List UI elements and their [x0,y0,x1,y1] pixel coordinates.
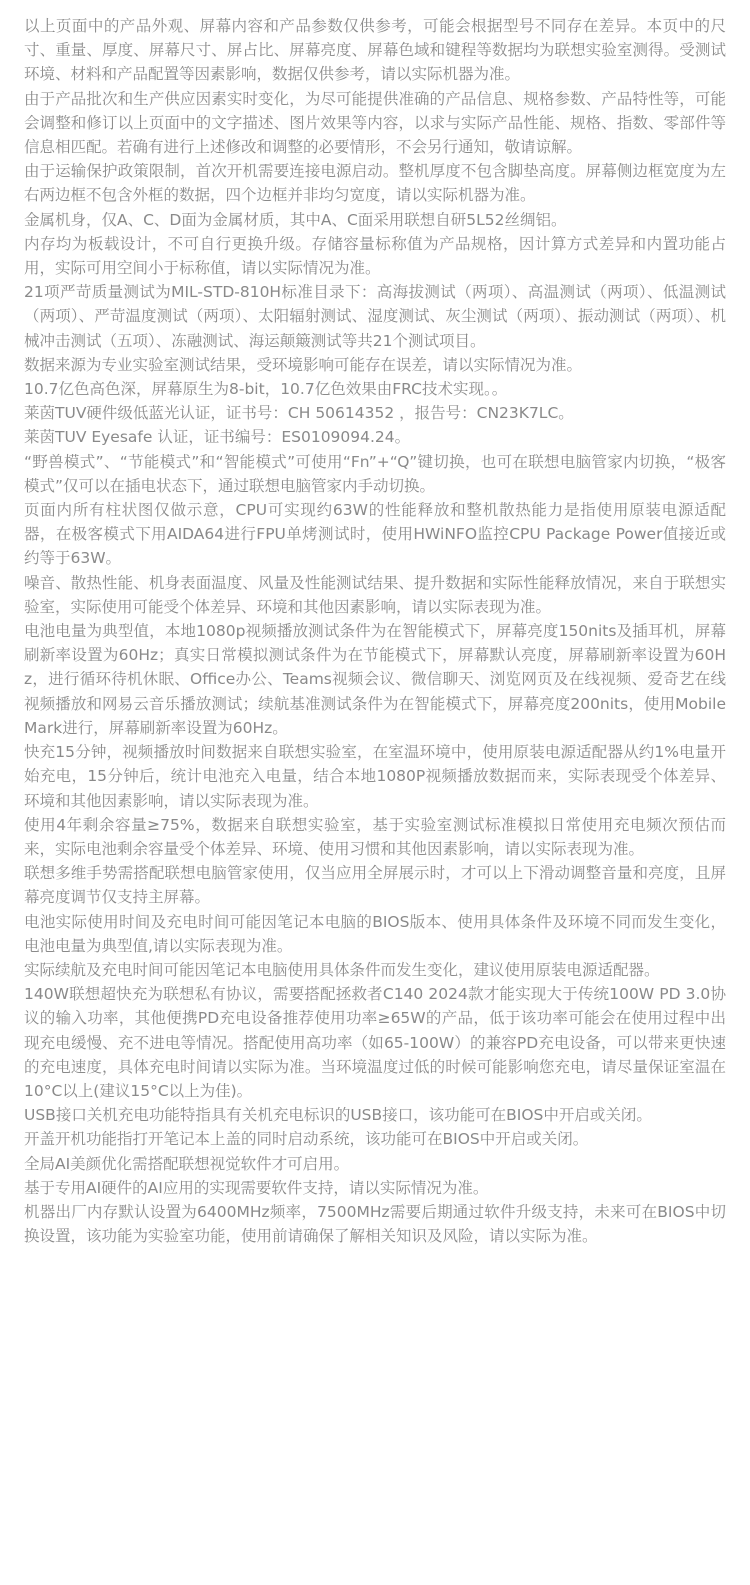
note-color-depth: 10.7亿色高色深，屏幕原生为8-bit，10.7亿色效果由FRC技术实现。。 [24,380,508,399]
note-appearance-params: 以上页面中的产品外观、屏幕内容和产品参数仅供参考，可能会根据型号不同存在差异。本页中的尺寸、重量、厚度、屏幕尺寸、屏占比、屏幕亮度、屏幕色域和键程等数据均为联想实验室测得。受测试环境、材料和产品配置等因素影响，数据仅供参考，请以实际机器为准。 [24,17,726,84]
note-lab-data-source: 数据来源为专业实验室测试结果，受环境影响可能存在误差，请以实际情况为准。 [24,355,583,374]
note-first-boot-thickness: 由于运输保护政策限制，首次开机需要连接电源启动。整机厚度不包含脚垫高度。屏幕侧边框宽度为左右两边框不包含外框的数据，四个边框并非均匀宽度，请以实际机器为准。 [24,162,726,205]
note-battery-bios: 电池实际使用时间及充电时间可能因笔记本电脑的BIOS版本、使用具体条件及环境不同而发生变化，电池电量为典型值,请以实际表现为准。 [24,912,726,955]
note-mil-std-tests: 21项严苛质量测试为MIL-STD-810H标准目录下：高海拔测试（两项）、高温测试（两项）、低温测试（两项）、严苛温度测试（两项）、太阳辐射测试、湿度测试、灰尘测试（两项）、振动测试（两项）、机械冲击测试（五项）、冻融测试、海运颠簸测试等共21个测试项目。 [24,283,726,350]
note-battery-capacity: 使用4年剩余容量≥75%，数据来自联想实验室，基于实验室测试标准模拟日常使用充电频次预估而来，实际电池剩余容量受个体差异、环境、使用习惯和其他因素影响，请以实际表现为准。 [24,815,726,858]
note-ai-beauty: 全局AI美颜优化需搭配联想视觉软件才可启用。 [24,1154,350,1173]
note-fast-charge: 快充15分钟，视频播放时间数据来自联想实验室，在室温环境中，使用原装电源适配器从约1%电量开始充电，15分钟后，统计电池充入电量，结合本地1080P视频播放数据而来，实际表现受个体差异、环境和其他因素影响，请以实际表现为准。 [24,743,726,810]
note-tuv-low-blue-light: 莱茵TUV硬件级低蓝光认证，证书号：CH 50614352 ，报告号：CN23K7LC。 [24,404,574,423]
note-adapter-advice: 实际续航及充电时间可能因笔记本电脑使用具体条件而发生变化，建议使用原装电源适配器。 [24,960,660,979]
note-info-adjustment: 由于产品批次和生产供应因素实时变化，为尽可能提供准确的产品信息、规格参数、产品特性等，可能会调整和修订以上页面中的文字描述、图片效果等内容，以求与实际产品性能、规格、指数、零部件等信息相匹配。若确有进行上述修改和调整的必要情形，不会另行通知，敬请谅解。 [24,89,726,157]
note-memory-frequency: 机器出厂内存默认设置为6400MHz频率，7500MHz需要后期通过软件升级支持，未来可在BIOS中切换设置，该功能为实验室功能，使用前请确保了解相关知识及风险，请以实际为准。 [24,1202,726,1246]
note-battery-test-conditions: 电池电量为典型值，本地1080p视频播放测试条件为在智能模式下，屏幕亮度150nits及插耳机，屏幕刷新率设置为60Hz；真实日常模拟测试条件为在节能模式下，屏幕默认亮度，屏幕刷新率设置为60Hz，进行循环待机休眠、Office办公、Teams视频会议、微信聊天、浏览网页及在线视频、爱奇艺在线视频播放和网易云音乐播放测试；续航基准测试条件为在智能模式下，屏幕亮度200nits，使用MobileMark进行，屏幕刷新率设置为60Hz。 [24,622,726,737]
note-noise-thermal: 噪音、散热性能、机身表面温度、风量及性能测试结果、提升数据和实际性能释放情况，来自于联想实验室，实际使用可能受个体差异、环境和其他因素影响，请以实际表现为准。 [24,573,726,616]
note-cpu-power: 页面内所有柱状图仅做示意，CPU可实现约63W的性能释放和整机散热能力是指使用原装电源适配器，在极客模式下用AIDA64进行FPU单烤测试时，使用HWiNFO监控CPU Package Power值接近或约等于63W。 [24,501,726,568]
note-memory-storage: 内存均为板载设计，不可自行更换升级。存储容量标称值为产品规格，因计算方式差异和内置功能占用，实际可用空间小于标称值，请以实际情况为准。 [24,234,726,278]
note-tuv-eyesafe: 莱茵TUV Eyesafe 认证，证书编号：ES0109094.24。 [24,428,411,447]
note-usb-off-charging: USB接口关机充电功能特指具有关机充电标识的USB接口，该功能可在BIOS中开启或关闭。 [24,1106,652,1125]
note-140w-charging: 140W联想超快充为联想私有协议，需要搭配拯救者C140 2024款才能实现大于传统100W PD 3.0协议的输入功率，其他便携PD充电设备推荐使用功率≥65W的产品，低于该功率可能会在使用过程中出现充电缓慢、充不进电等情况。搭配使用高功率（如65-100W）的兼容PD充电设备，可以带来更快速的充电速度，具体充电时间请以实际为准。当环境温度过低的时候可能影响您充电，请尽量保证室温在10°C以上(建议15°C以上为佳)。 [24,985,726,1100]
note-performance-modes: “野兽模式”、“节能模式”和“智能模式”可使用“Fn”+“Q”键切换，也可在联想电脑管家内切换，“极客模式”仅可以在插电状态下，通过联想电脑管家内手动切换。 [24,452,726,495]
note-gestures: 联想多维手势需搭配联想电脑管家使用，仅当应用全屏展示时，才可以上下滑动调整音量和亮度，且屏幕亮度调节仅支持主屏幕。 [24,864,726,907]
note-lid-open-boot: 开盖开机功能指打开笔记本上盖的同时启动系统，该功能可在BIOS中开启或关闭。 [24,1130,589,1149]
note-ai-hardware: 基于专用AI硬件的AI应用的实现需要软件支持，请以实际情况为准。 [24,1178,489,1197]
note-metal-body: 金属机身，仅A、C、D面为金属材质，其中A、C面采用联想自研5L52丝绸铝。 [24,210,567,229]
disclaimer-notes [24,14,726,1248]
